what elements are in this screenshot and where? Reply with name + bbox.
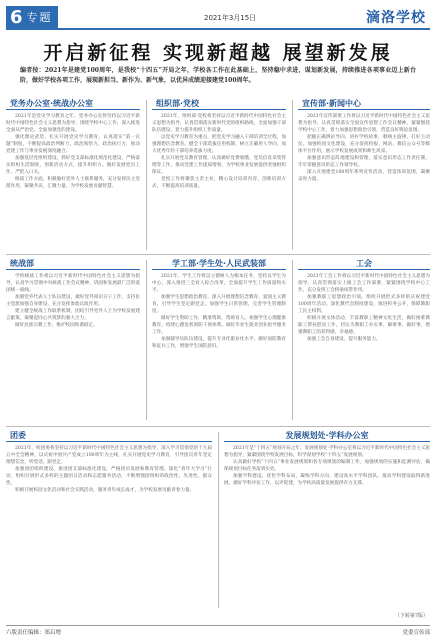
paragraph: 加强工会自身建设，提升服务能力。 xyxy=(307,337,381,342)
column-divider xyxy=(292,260,293,420)
section-body xyxy=(152,110,286,190)
paragraph: 加强学生思想政治教育，深入开展理想信念教育、爱国主义教育，引导学生坚定跟党走。加强学生日常管理，完善学生管理制度。 xyxy=(152,295,286,314)
section-organization xyxy=(152,98,286,190)
section-body xyxy=(224,442,430,487)
row-divider xyxy=(6,426,430,427)
paragraph: 加强意识形态阵地建设和管理，落实意识形态工作责任制，牢牢掌握意识形态工作领导权。 xyxy=(298,156,430,168)
paragraph: 做好学生资助工作，精准资助，资助育人。加强学生心理健康教育，构建心理危机预防干预体系。做好毕业生就业创业指导服务工作。 xyxy=(152,316,286,335)
section-body xyxy=(298,110,430,183)
paragraph: 做好民族宗教工作，维护校园和谐稳定。 xyxy=(15,323,98,328)
section-body xyxy=(298,270,430,343)
section-party-office xyxy=(6,98,140,190)
issue-date: 2021年3月15日 xyxy=(204,14,257,22)
footer-department: 党委宣传部 xyxy=(402,630,430,636)
continued-note: （下转第7版） xyxy=(394,613,428,619)
footer-editor: 六版责任编辑：郑启增 xyxy=(6,630,62,636)
paragraph: 积极开展文体活动，丰富教职工精神文化生活，做好困难教职工帮扶慰问工作，切实为教职工办实事、解难事、做好事，增强教职工的获得感、幸福感。 xyxy=(298,316,430,335)
column-divider xyxy=(218,432,219,608)
paragraph: 2021年，组织部·党校将坚持以习近平新时代中国特色社会主义思想为指导，认真贯彻落实新时代党的组织路线，全面加强干部队伍建设，着力提升组织工作质量。 xyxy=(152,114,286,133)
section-title: 组织部·党校 xyxy=(152,98,203,109)
masthead xyxy=(6,6,430,30)
column-divider xyxy=(146,260,147,420)
section-united-front xyxy=(6,258,140,329)
paragraph: 把握正确舆论导向，讲好学校故事，唱响主旋律，打好主动仗。加强校园文化建设，充分发挥校报、网站、微信公众号等媒体平台作用，展示学校发展成果和师生风采。 xyxy=(298,135,430,154)
paragraph: 加强辅导员队伍建设，提升专业化职业化水平。做好国防教育和征兵工作，增强学生国防意识。 xyxy=(152,337,286,349)
paragraph: 2021年，学生工作将以立德树人为根本任务，坚持以学生为中心，深入推进三全育人综合改革，全面提升学生工作质量和水平。 xyxy=(152,274,286,293)
section-body xyxy=(152,270,286,350)
row-divider xyxy=(6,254,430,255)
paragraph: 强化理论武装，扎实开展党史学习教育，认真落实“第一议题”制度，不断提高政治判断力、政治领悟力、政治执行力，推动党建工作与事业发展深度融合。 xyxy=(6,135,140,154)
column-divider xyxy=(292,100,293,250)
section-propaganda xyxy=(298,98,430,183)
section-name: 专题 xyxy=(26,11,53,24)
paragraph: 以党史学习教育为重点，把党史学习融入干部培训全过程，加强理想信念教育。健全干部选拔任用机制，树立正确用人导向，加大优秀年轻干部培养选拔力度。 xyxy=(152,135,286,154)
section-title: 党务办公室·统战办公室 xyxy=(6,98,97,109)
section-title: 宣传部·新闻中心 xyxy=(298,98,365,109)
section-body xyxy=(6,442,212,494)
paragraph: 加强基层党组织建设，抓好党支部标准化规范化建设，严格落实组织生活制度，创新活动方式，提升组织力。做好发展党员工作，严把入口关。 xyxy=(6,156,140,175)
paragraph: 加强学科建设，优化学科布局，凝练学科方向，建设高水平学科团队，推动学科建设取得新进展。做好学科评估工作，以评促建，为学校高质量发展提供有力支撑。 xyxy=(224,474,430,486)
paragraph: 加强党外代表人士队伍建设，做好党外知识分子工作，支持民主党派加强自身建设，充分发挥参政议政作用。 xyxy=(6,295,140,307)
section-body xyxy=(6,110,140,190)
paragraph: 积极开展校园文化活动和社会实践活动，服务青年成长成才，为学校发展贡献青春力量。 xyxy=(15,488,195,493)
page-footer xyxy=(6,625,430,635)
paragraph: 2021年是“十四五”规划开局之年，发展规划处·学科办公室将以习近平新时代中国特色社会主义思想为指导，紧紧围绕学校发展目标，科学谋划学校“十四五”发展规划。 xyxy=(224,446,431,458)
page-number: 6 xyxy=(10,6,23,28)
paragraph: 认真做好学校“十四五”事业发展规划和各专项规划的编制工作，加强规划的实施和监测评估，确保规划目标任务落到实处。 xyxy=(224,460,430,472)
section-title: 学工部·学生处·人民武装部 xyxy=(168,258,270,269)
section-student-affairs xyxy=(152,258,286,350)
section-title: 团委 xyxy=(6,430,30,441)
page-number-badge xyxy=(6,6,58,28)
section-title: 统战部 xyxy=(6,258,38,269)
paragraph: 2021年工会工作将以习近平新时代中国特色社会主义思想为指导，认真贯彻落实上级工会工作部署，紧紧围绕学校中心工作，充分发挥工会桥梁纽带作用。 xyxy=(298,274,430,293)
paragraph: 建立健全统战工作联系机制，团结引导党外人士为学校发展建言献策，凝聚起同心共筑梦的强大合力。 xyxy=(6,309,140,321)
section-youth-league xyxy=(6,430,212,494)
paragraph: 2021年宣传部要工作将以习近平新时代中国特色社会主义思想为指导，认真贯彻落实全国宣传思想工作会议精神，紧紧围绕学校中心工作，着力加强思想政治引领，营造良好舆论氛围。 xyxy=(298,114,430,133)
main-headline: 开启新征程 实现新超越 展望新发展 xyxy=(43,42,393,64)
paragraph: 深入开展建党100周年系列宣传活动，营造浓厚氛围，凝聚奋进力量。 xyxy=(298,170,430,182)
paragraph: 2021年，校团委将坚持以习近平新时代中国特色社会主义思想为指导，深入学习贯彻党的十九届五中全会精神，以庆祝中国共产党成立100周年为主线，扎实开展党史学习教育，引导团员青年坚定理想信念，听党话、跟党走。 xyxy=(6,446,212,465)
paragraph: 党校工作将聚焦主责主业，精心设计培训内容，创新培训方式，不断提高培训质量。 xyxy=(152,177,286,189)
section-title: 工会 xyxy=(352,258,376,269)
column-divider xyxy=(146,100,147,250)
paragraph: 扎实开展党员教育管理，认真做好党费收缴、党员信息采集管理等工作，推动党建工作提质增效，为学校事业发展提供坚强组织保证。 xyxy=(152,156,286,175)
paragraph: 学校统战工作将以习近平新时代中国特色社会主义思想为指导，认真学习贯彻中央统战工作会议精神，巩固和发展最广泛的爱国统一战线。 xyxy=(6,274,140,293)
section-development-planning xyxy=(224,430,430,487)
newspaper-brand: 滴洛学校 xyxy=(366,10,426,26)
section-title: 发展规划处·学科办公室 xyxy=(281,430,372,441)
paragraph: 统战工作方面，积极做好党外人士联系服务，充分发挥民主党派作用，凝聚共识，汇聚力量，为学校发展贡献智慧。 xyxy=(6,177,140,189)
paragraph: 加强教职工思想政治引领，组织开展形式多样的庆祝建党100周年活动。深化教代会制度建设，推进校务公开，保障教职工民主权利。 xyxy=(298,295,430,314)
section-body xyxy=(6,270,140,329)
section-labor-union xyxy=(298,258,430,343)
paragraph: 2021年是党史学习教育之年，党务办公室将坚持以习近平新时代中国特色社会主义思想为指导，围绕学校中心工作，深入推进全面从严治党，全面加强党的建设。 xyxy=(6,114,140,133)
editor-note: 编者按：2021年是建党100周年，是我校“十四五”开局之年，学校各工作在此基础上，坚持稳中求进，谋划新发展，持续推进各项事业迈上新台阶，做好学校各项工作，展现新担当、新作为、新气象，以优异成绩迎接建党100周年。 xyxy=(20,67,416,84)
paragraph: 加强团的组织建设，推进团支部标准化建设，严格团员发展和教育管理。深化“青年大学习”行动，组织开展形式多样的主题团日活动和志愿服务活动，不断增强团组织的政治性、先进性、群众性。 xyxy=(6,467,212,486)
